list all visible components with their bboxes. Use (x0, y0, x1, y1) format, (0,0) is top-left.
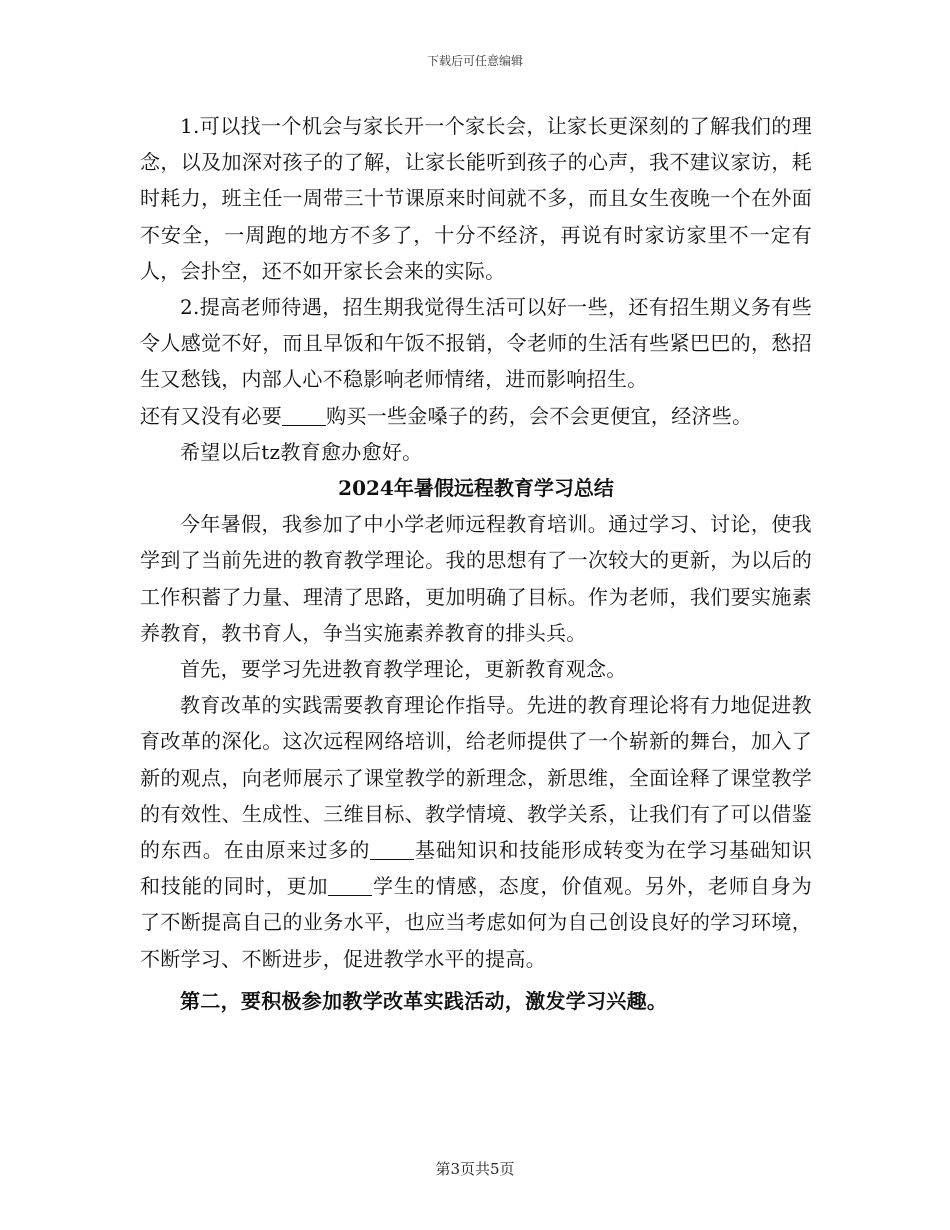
paragraph-5: 首先，要学习先进教育教学理论，更新教育观念。 (180, 657, 627, 682)
document-body (140, 108, 812, 1019)
blank-line (328, 875, 372, 896)
header-note: 下载后可任意编辑 (426, 54, 523, 68)
paragraph-3: 希望以后tz教育愈办愈好。 (180, 439, 423, 464)
paragraph-2b-after: 购买一些金嗓子的药，会不会更便宜，经济些。 (326, 403, 753, 428)
section-title: 2024年暑假远程教育学习总结 (338, 476, 614, 501)
paragraph-6 (140, 687, 812, 977)
paragraph-6-part-a: 教育改革的实践需要教育理论作指导。先进的教育理论将有力地促进教育改革的深化。这次远程网络培训，给老师提供了一个崭新的舞台，加入了新的观点，向老师展示了课堂教学的新理念，新思维，全面诠释了课堂教学的有效性、生成性、三维目标、教学情境、教学关系，让我们有了可以借鉴的东西。在由原来过多的 (140, 693, 812, 863)
paragraph-7-heading: 第二，要积极参加教学改革实践活动，激发学习兴趣。 (180, 988, 668, 1013)
paragraph-6-part-c: 学生的情感，态度，价值观。另外，老师自身为了不断提高自己的业务水平，也应当考虑如何为自己创设良好的学习环境，不断学习、不断进步，促进教学水平的提高。 (140, 874, 812, 971)
paragraph-2b-before: 还有又没有必要 (140, 403, 283, 428)
page-number: 第3页共5页 (435, 1160, 515, 1178)
paragraph-4: 今年暑假，我参加了中小学老师远程教育培训。通过学习、讨论，使我学到了当前先进的教育教学理论。我的思想有了一次较大的更新，为以后的工作积蓄了力量、理清了思路，更加明确了目标。作为老师，我们要实施素养教育，教书育人，争当实施素养教育的排头兵。 (140, 512, 812, 645)
paragraph-2: 2.提高老师待遇，招生期我觉得生活可以好一些，还有招生期义务有些令人感觉不好，而且早饭和午饭不报销，令老师的生活有些紧巴巴的，愁招生又愁钱，内部人心不稳影响老师情绪，进而影响招生。 (140, 295, 812, 392)
blank-line (370, 839, 414, 860)
paragraph-2b (140, 398, 812, 434)
paragraph-6-part-b: 基础知识和技能形成转变为在学习基础知识和技能的同时，更加 (140, 838, 812, 899)
blank-line (282, 405, 326, 426)
paragraph-1: 1.可以找一个机会与家长开一个家长会，让家长更深刻的了解我们的理念，以及加深对孩子的了解，让家长能听到孩子的心声，我不建议家访，耗时耗力，班主任一周带三十节课原来时间就不多，而且女生夜晚一个在外面不安全，一周跑的地方不多了，十分不经济，再说有时家访家里不一定有人，会扑空，还不如开家长会来的实际。 (140, 114, 812, 283)
